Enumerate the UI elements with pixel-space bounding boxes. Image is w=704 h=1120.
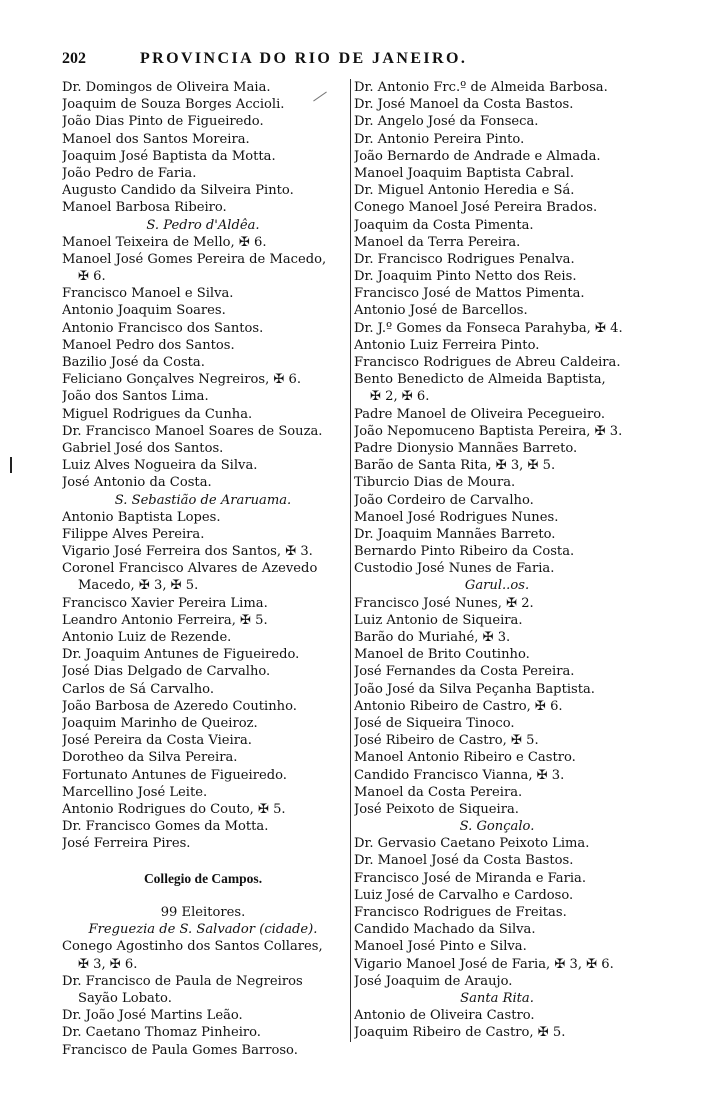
entry-line: Dr. Francisco Rodrigues Penalva. [354,251,575,267]
right-column [350,79,640,1042]
entry-line: Barão de Santa Rita, ✠ 3, ✠ 5. [354,458,556,474]
entry-line: Francisco de Paula Gomes Barroso. [62,1042,298,1058]
entry-line: Antonio Francisco dos Santos. [62,320,264,336]
entry-line: Dr. Antonio Frc.º de Almeida Barbosa. [354,80,608,95]
entry-line: Conego Agostinho dos Santos Collares, [62,939,323,955]
entry-line: Dr. Caetano Thomaz Pinheiro. [62,1025,261,1041]
section-heading: S. Gonçalo. [459,819,535,835]
entry-line: José Antonio da Costa. [62,475,212,491]
entry-line: Bernardo Pinto Ribeiro da Costa. [354,544,575,560]
entry-line: Coronel Francisco Alvares de Azevedo [62,561,318,577]
entry-line: Dr. Miguel Antonio Heredia e Sá. [354,183,575,199]
entry-line: Tiburcio Dias de Moura. [354,475,516,491]
entry-line: ✠ 6. [78,269,106,285]
entry-line: Augusto Candido da Silveira Pinto. [62,183,294,199]
entry-line: Padre Dionysio Mannães Barreto. [354,440,578,456]
entry-line: Antonio Ribeiro de Castro, ✠ 6. [354,698,563,714]
entry-line: Francisco José de Miranda e Faria. [354,870,587,886]
entry-line: Bazilio José da Costa. [62,355,205,370]
section-heading: Santa Rita. [460,990,534,1006]
entry-line: José Fernandes da Costa Pereira. [354,664,575,680]
entry-line: José Pereira da Costa Vieira. [62,733,252,749]
entry-line: Manoel dos Santos Moreira. [62,131,250,147]
entry-line: Antonio Luiz Ferreira Pinto. [354,337,540,353]
section-heading: Freguezia de S. Salvador (cidade). [88,922,318,938]
entry-line: José de Siqueira Tinoco. [354,715,515,731]
entry-line: Dr. Francisco Gomes da Motta. [62,819,269,835]
entry-line: Joaquim de Souza Borges Accioli. [62,97,285,113]
college-heading: Collegio de Campos. [143,870,263,886]
page-title: PROVINCIA DO RIO DE JANEIRO. [140,50,468,67]
blank-line [62,887,344,904]
entry-line: Custodio José Nunes de Faria. [354,561,555,577]
entry-line: Dr. Joaquim Mannães Barreto. [354,526,556,542]
entry-line: Padre Manoel de Oliveira Pecegueiro. [354,406,606,422]
entry-line: Francisco José Nunes, ✠ 2. [354,595,534,611]
entry-line: Antonio Joaquim Soares. [62,303,226,319]
entry-line: Antonio Luiz de Rezende. [62,630,232,645]
entry-line: Sayão Lobato. [78,990,172,1006]
left-column [62,79,344,1059]
entry-line: Candido Machado da Silva. [354,922,536,938]
entry-line: Antonio José de Barcellos. [354,303,528,319]
entry-line: Dorotheo da Silva Pereira. [62,750,238,766]
entry-line: José Ferreira Pires. [62,836,191,852]
entry-line: Dr. Manoel José da Costa Bastos. [354,853,574,869]
entry-line: Macedo, ✠ 3, ✠ 5. [78,578,199,594]
entry-line: Carlos de Sá Carvalho. [62,681,214,697]
entry-line: Vigario Manoel José de Faria, ✠ 3, ✠ 6. [354,956,614,972]
entry-line: João Bernardo de Andrade e Almada. [354,148,601,164]
entry-line: João Dias Pinto de Figueiredo. [62,114,264,130]
entry-line: Francisco José de Mattos Pimenta. [354,286,585,302]
entry-line: Manoel Teixeira de Mello, ✠ 6. [62,234,267,250]
entry-line: Antonio de Oliveira Castro. [354,1008,535,1024]
entry-line: Dr. Francisco Manoel Soares de Souza. [62,423,323,439]
entry-line: Manoel José Rodrigues Nunes. [354,509,559,525]
entry-line: Gabriel José dos Santos. [62,440,224,456]
entry-line: Joaquim Marinho de Queiroz. [62,715,258,731]
page-header [62,44,642,70]
entry-line: Dr. Angelo José da Fonseca. [354,114,539,130]
entry-line: Fortunato Antunes de Figueiredo. [62,767,287,783]
section-heading: S. Sebastião de Araruama. [114,492,292,508]
entry-line: Luiz José de Carvalho e Cardoso. [354,887,574,903]
entry-line: Vigario José Ferreira dos Santos, ✠ 3. [62,544,313,560]
entry-line: Dr. Joaquim Antunes de Figueiredo. [62,647,300,663]
entry-line: Filippe Alves Pereira. [62,526,205,542]
entry-line: João Cordeiro de Carvalho. [354,492,534,508]
entry-line: Leandro Antonio Ferreira, ✠ 5. [62,612,268,628]
entry-line: Francisco Xavier Pereira Lima. [62,595,268,611]
entry-line: Dr. Francisco de Paula de Negreiros [62,973,303,989]
entry-line: Francisco Manoel e Silva. [62,286,234,302]
entry-line: Antonio Baptista Lopes. [62,509,221,525]
entry-line: Feliciano Gonçalves Negreiros, ✠ 6. [62,372,302,388]
entry-line: Manoel Antonio Ribeiro e Castro. [354,750,576,766]
entry-line: João Barbosa de Azeredo Coutinho. [62,698,297,714]
entry-line: Manoel José Pinto e Silva. [354,939,527,955]
entry-line: Candido Francisco Vianna, ✠ 3. [354,767,565,783]
section-heading: S. Pedro d'Aldêa. [146,217,260,233]
electors-count: 99 Eleitores. [160,905,246,920]
entry-line: Barão do Muriahé, ✠ 3. [354,630,511,645]
entry-line: ✠ 2, ✠ 6. [370,389,430,405]
entry-line: Miguel Rodrigues da Cunha. [62,406,253,422]
entry-line: João Pedro de Faria. [62,165,197,181]
entry-line: Marcellino José Leite. [62,784,208,800]
entry-line: Manoel da Costa Pereira. [354,784,523,800]
entry-line: Manoel Joaquim Baptista Cabral. [354,165,574,181]
entry-line: Francisco Rodrigues de Freitas. [354,905,567,920]
entry-line: Dr. Antonio Pereira Pinto. [354,131,525,147]
entry-line: José Dias Delgado de Carvalho. [62,664,271,680]
entry-line: Manoel de Brito Coutinho. [354,647,530,663]
entry-line: Luiz Antonio de Siqueira. [354,612,523,628]
entry-line: Antonio Rodrigues do Couto, ✠ 5. [62,801,286,817]
entry-line: Bento Benedicto de Almeida Baptista, [354,372,606,388]
entry-line: Dr. Gervasio Caetano Peixoto Lima. [354,836,590,852]
entry-line: José Joaquim de Araujo. [354,973,513,989]
entry-line: Luiz Alves Nogueira da Silva. [62,458,258,474]
entry-line: Manoel da Terra Pereira. [354,234,521,250]
entry-line: João José da Silva Peçanha Baptista. [354,681,595,697]
blank-line [62,852,344,869]
page-number: 202 [62,50,86,67]
entry-line: Manoel Barbosa Ribeiro. [62,200,227,216]
entry-line: Manoel Pedro dos Santos. [62,337,235,353]
entry-line: José Ribeiro de Castro, ✠ 5. [354,733,539,749]
entry-line: Dr. J.º Gomes da Fonseca Parahyba, ✠ 4. [354,320,623,336]
entry-line: Dr. Domingos de Oliveira Maia. [62,80,271,95]
section-heading: Garul..os. [464,578,530,594]
entry-line: Joaquim da Costa Pimenta. [354,217,534,233]
entry-line: Joaquim José Baptista da Motta. [62,148,276,164]
entry-line: Joaquim Ribeiro de Castro, ✠ 5. [354,1025,566,1041]
entry-line: Conego Manoel José Pereira Brados. [354,200,598,216]
entry-line: Dr. José Manoel da Costa Bastos. [354,97,574,113]
entry-line: Manoel José Gomes Pereira de Macedo, [62,251,327,267]
entry-line: José Peixoto de Siqueira. [354,801,519,817]
margin-mark [10,457,12,473]
entry-line: Dr. João José Martins Leão. [62,1008,243,1024]
entry-line: João dos Santos Lima. [62,389,209,405]
entry-line: Francisco Rodrigues de Abreu Caldeira. [354,355,621,370]
entry-line: Dr. Joaquim Pinto Netto dos Reis. [354,269,577,285]
entry-line: ✠ 3, ✠ 6. [78,956,138,972]
entry-line: João Nepomuceno Baptista Pereira, ✠ 3. [354,423,623,439]
